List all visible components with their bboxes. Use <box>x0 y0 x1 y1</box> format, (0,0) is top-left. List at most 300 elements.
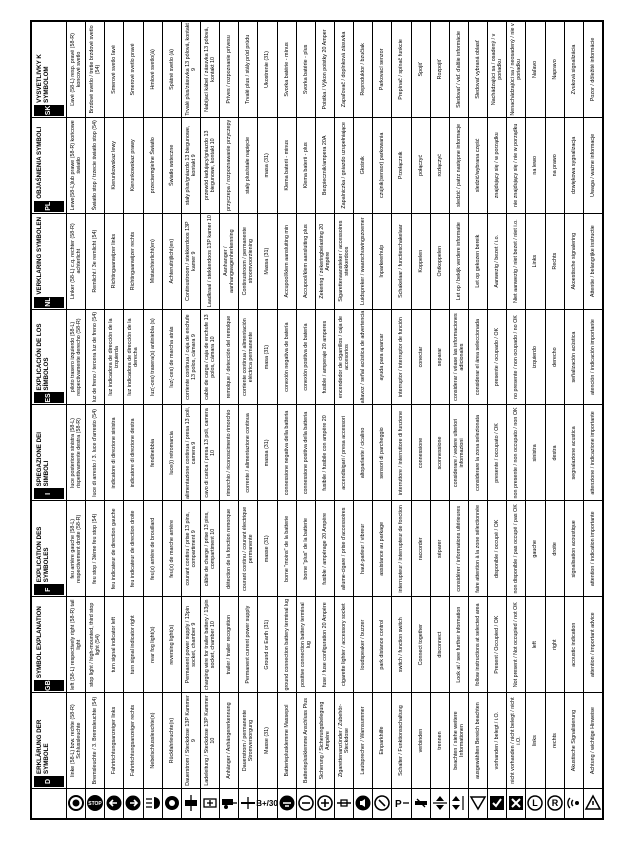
table-row <box>200 22 219 819</box>
table-cell: conexión negativa de batería <box>277 309 296 405</box>
svg-text:STOP: STOP <box>88 801 102 808</box>
table-cell: przyczepa / rozpoznawanie przyczepy <box>220 117 239 213</box>
table-cell: sensori di parcheggio <box>373 405 392 501</box>
table-cell: Príves / rozpoznanie prívesu <box>220 22 239 118</box>
language-flag: I <box>34 488 64 499</box>
table-row <box>430 22 449 819</box>
table-cell: acoustic indication <box>564 597 583 693</box>
table-cell: Continustroom / permanente stroomvoorziening <box>239 213 258 309</box>
symbol-cell <box>545 789 564 819</box>
table-cell: no presente / non ocupado / no OK <box>507 309 526 405</box>
table-cell: reversing light(s) <box>162 597 181 693</box>
table-cell: Kierunkowskaz lewy <box>105 117 124 213</box>
table-cell: na prawo <box>545 117 564 213</box>
svg-text:L: L <box>532 798 539 809</box>
table-row <box>334 22 353 819</box>
table-cell: Nabíjací kábel / zásuvka 13 pólová, kontakt 10 <box>200 22 219 118</box>
table-cell: Batterieplusklemme Anschluss Plus <box>296 693 315 789</box>
table-cell: feu(x) de marche arrière <box>162 501 181 597</box>
note-icon <box>450 789 468 818</box>
table-cell: corrente / alimentazione continua <box>239 405 258 501</box>
header-title: VYSVETLIVKY K SYMBOLOM <box>36 54 51 103</box>
table-cell: switch / function switch <box>392 597 411 693</box>
table-row <box>488 22 507 819</box>
symbol-cell <box>526 789 545 819</box>
table-cell: cavo di carica / presa 13 poli, camera 10 <box>200 405 219 501</box>
table-cell: masa (31) <box>258 117 277 213</box>
language-flag: ES <box>34 393 64 404</box>
table-row <box>354 22 373 819</box>
charging-line-icon <box>201 789 219 818</box>
table-cell: altoparlante / cicalino <box>354 405 373 501</box>
table-cell: Dauerstrom / permanente Stromversorgung <box>239 693 258 789</box>
svg-text:P: P <box>395 799 403 811</box>
table-cell: sledzić/wybrana część <box>468 117 487 213</box>
symbol-cell <box>564 789 583 819</box>
table-header-row <box>32 22 67 819</box>
table-cell: corriente continua / caja de enchufe 13 polos, cámara 9 <box>181 309 200 405</box>
table-cell: Kierunkowskaz prawy <box>124 117 143 213</box>
table-cell: przewód ładujący/gniazdo 13 biegunowe, kontakt 10 <box>200 117 219 213</box>
table-cell: borne "plus" de la batterie <box>296 501 315 597</box>
table-cell: destra <box>545 405 564 501</box>
table-cell: Smerové svetlo ľavé <box>105 22 124 118</box>
table-row <box>162 22 181 819</box>
symbol-cell <box>373 789 392 819</box>
table-cell: connessione negativa della batteria <box>277 405 296 501</box>
table-cell: ausgewählten Bereich beachten <box>468 693 487 789</box>
table-row <box>296 22 315 819</box>
symbol-cell <box>449 789 468 819</box>
symbol-cell <box>315 789 334 819</box>
table-cell: Ontkoppelen <box>430 213 449 309</box>
table-cell: Akoestische signalering <box>564 213 583 309</box>
table-cell: signalisation acoustique <box>564 501 583 597</box>
table-row <box>545 22 564 819</box>
warning-icon <box>584 789 602 818</box>
table-cell: nie znajdujący się / nie w porządku <box>507 117 526 213</box>
table-cell: Mistachterlicht(en) <box>143 213 162 309</box>
symbol-cell <box>430 789 449 819</box>
symbol-cell <box>258 789 277 819</box>
table-cell: Svorka batérie - mínus <box>277 22 296 118</box>
table-cell: luce posteriore sinistra (58-L) rispettivamente destra (58-R) <box>67 405 86 501</box>
table-cell: considerare la zona selezionata <box>468 405 487 501</box>
symbol-cell <box>488 789 507 819</box>
table-cell: presente / ocupado / OK <box>488 309 507 405</box>
table-cell: Linker (58-L) c.q. rechter (58-R) achterlicht <box>67 213 86 309</box>
battery-plus-icon <box>297 789 315 818</box>
table-cell: piloto trasero izquierdo (58-L) respectivamente derecho (58-R) <box>67 309 86 405</box>
table-cell: verbinden <box>411 693 430 789</box>
table-cell: feu indicateur de direction gauche <box>105 501 124 597</box>
table-cell: considerare / vedere ulteriori informazioni <box>449 405 468 501</box>
table-row <box>220 22 239 819</box>
table-cell: rozłączyć <box>430 117 449 213</box>
table-cell: stały plus/gniazdo 13 biegunowe, kontakt 9 <box>181 117 200 213</box>
table-cell: czujnik(sensor) parkowania <box>373 117 392 213</box>
table-cell: Sledovať / viď. ďalšie informácie <box>449 22 468 118</box>
table-cell: Achteruitrijlicht(en) <box>162 213 181 309</box>
table-cell: cigarette lighter / accessory socket <box>334 597 353 693</box>
table-cell: na lewo <box>526 117 545 213</box>
table-cell: Lautsprecher / Warnsummer <box>354 693 373 789</box>
table-cell: luz(-ces) de marcha atrás <box>162 309 181 405</box>
table-cell: loudspeaker / buzzer <box>354 597 373 693</box>
table-cell: follow instructions at selected area <box>468 597 487 693</box>
table-cell: Smerové svetlo pravé <box>124 22 143 118</box>
permanent-current-icon <box>239 789 257 818</box>
table-cell: Sigarettenaansteker / accessoires stekkerdoos <box>334 213 353 309</box>
table-cell: trailer / trailer recognition <box>220 597 239 693</box>
table-cell: Trvalé plus/zásuvka 13 pólová, kontakt 9 <box>181 22 200 118</box>
table-cell: Koppelen <box>411 213 430 309</box>
header-title: OBJAŚNIENIA SYMBOLI <box>36 126 43 199</box>
table-cell: left <box>526 597 545 693</box>
table-cell: linke (58-L) bzw. rechte (58-R) Schlussleuchte <box>67 693 86 789</box>
header-cell <box>32 22 67 118</box>
table-cell: positive connection battery terminal lug <box>296 597 315 693</box>
table-cell: fusible / amperaje 20 amperes <box>315 309 334 405</box>
symbol-cell <box>143 789 162 819</box>
table-cell: Ground or Earth (31) <box>258 597 277 693</box>
table-row <box>411 22 430 819</box>
table-cell: fusible / ampérage 20 Ampère <box>315 501 334 597</box>
table-cell: Schakelaar / functieschakelaar <box>392 213 411 309</box>
symbol-cell <box>296 789 315 819</box>
table-row <box>258 22 277 819</box>
table-cell: interrupteur / interrupteur de fonction <box>392 501 411 597</box>
table-cell: Ľavé (58-L) resp. pravé (58-R) koncové svetlo <box>67 22 86 118</box>
table-cell: Not present / Not occupied / not OK <box>507 597 526 693</box>
table-cell: considérer / informations ultérieures <box>449 501 468 597</box>
table-cell: connessione <box>411 405 430 501</box>
table-cell: attention / important advice <box>583 597 602 693</box>
connect-icon <box>412 789 430 818</box>
table-cell: Zekering / zekeringbelasting 20 Ampère <box>315 213 334 309</box>
table-row <box>86 22 105 819</box>
table-cell: Klema baterii - minus <box>277 117 296 213</box>
table-cell: Aanhanger / aanhangwagenherkenning <box>220 213 239 309</box>
header-cell <box>32 213 67 309</box>
table-cell: Sledovať vybraná oblasť <box>468 22 487 118</box>
table-cell: przeciwmgielne Światło <box>143 117 162 213</box>
table-cell: connessione positiva della batteria <box>296 405 315 501</box>
symbol-cell <box>468 789 487 819</box>
table-row <box>526 22 545 819</box>
turn-right-icon <box>124 789 142 818</box>
table-cell: allume-cigare / prise d'accessoires <box>334 501 353 597</box>
table-cell: Napravo <box>545 22 564 118</box>
ground-icon <box>278 789 296 818</box>
language-flag: SK <box>34 105 64 116</box>
table-cell: rechts <box>545 693 564 789</box>
table-cell: Dauerstrom / Steckdose 13P Kammer 9 <box>181 693 200 789</box>
table-cell: links <box>526 693 545 789</box>
table-cell: fusibile / fusibile con ampère 20 <box>315 405 334 501</box>
right-icon <box>546 789 564 818</box>
table-cell: vorhanden / belegt / i.O. <box>488 693 507 789</box>
table-cell: feu(x) arrière de brouillard <box>143 501 162 597</box>
table-cell: rimorchio / riconoscimento rimorchio <box>220 405 239 501</box>
table-cell: haut-parleur / vibreur <box>354 501 373 597</box>
table-cell: Permanent power supply / 13pin socket, chamber 9 <box>181 597 200 693</box>
table-cell: Massa (31) <box>258 213 277 309</box>
stop-icon <box>86 789 104 818</box>
table-cell: Present / Occupied / OK <box>488 597 507 693</box>
table-cell: presente / occupato / OK <box>488 405 507 501</box>
table-cell: połączyć <box>411 117 430 213</box>
table-cell: ground connection battery terminal lug <box>277 597 296 693</box>
table-cell: Bezpiecznik/ampera 20A <box>315 117 334 213</box>
symbol-cell <box>200 789 219 819</box>
table-cell: cable de carga / caja de enchufe 13 polos, cámara 10 <box>200 309 219 405</box>
table-cell: stop light / high-mounted, third stop light (54) <box>86 597 105 693</box>
table-cell: droite <box>545 501 564 597</box>
table-cell: Światło stop / trzecie światło stop (54) <box>86 117 105 213</box>
table-cell: accendisigari / presa accessori <box>334 405 353 501</box>
symbol-cell <box>392 789 411 819</box>
table-row <box>373 22 392 819</box>
table-cell: Fahrtrichtungsanzeiger rechts <box>124 693 143 789</box>
table-cell: Rechts <box>545 213 564 309</box>
table-cell: Klema baterii - plus <box>296 117 315 213</box>
symbol-cell <box>86 789 105 819</box>
symbol-cell <box>354 789 373 819</box>
table-cell: Permanent current power supply <box>239 597 258 693</box>
table-cell: Przełącznik <box>392 117 411 213</box>
table-cell: sledzić / patrz następne informacje <box>449 117 468 213</box>
table-cell: Parkovací senzor <box>373 22 392 118</box>
table-cell: turn signal indicator right <box>124 597 143 693</box>
table-cell: Laadkraal / stekkerdoos 13P kamer 10 <box>200 213 219 309</box>
table-cell: luce(i) retromarcia <box>162 405 181 501</box>
table-cell: considerar / véase las informaciones adicionales <box>449 309 468 405</box>
table-cell: Sicherung / Sicherungsbelegung Ampère <box>315 693 334 789</box>
table-cell: Let op gekozen bereik <box>468 213 487 309</box>
table-cell: Svorka batérie - plus <box>296 22 315 118</box>
header-cell <box>32 309 67 405</box>
table-row <box>181 22 200 819</box>
table-cell: Trvalé plus / stály prúd prúdu <box>239 22 258 118</box>
table-cell: alimentazione continua / presa 13 poli, camera 9 <box>181 405 200 501</box>
table-cell: derecho <box>545 309 564 405</box>
header-title: EXPLICATION DES SYMBOLES <box>36 526 51 583</box>
symbol-cell <box>105 789 124 819</box>
table-cell: courant continu / courant électrique permanente <box>239 501 258 597</box>
language-flag: F <box>34 584 64 595</box>
table-row <box>239 22 258 819</box>
cigarette-lighter-icon <box>335 789 353 818</box>
table-cell: disponible / occupé / OK <box>488 501 507 597</box>
park-distance-icon <box>373 789 391 818</box>
symbol-cell <box>67 789 86 819</box>
table-row <box>564 22 583 819</box>
permanent-supply-icon <box>182 789 200 818</box>
symbol-cell <box>239 789 258 819</box>
header-title: VERKLARING SYMBOLEN <box>36 216 43 295</box>
table-cell: Spojiť <box>411 22 430 118</box>
table-cell: Zvuková signalizácia <box>564 22 583 118</box>
table-cell: Nachádzajúci sa / osadený / v poriadku <box>488 22 507 118</box>
symbol-cell <box>181 789 200 819</box>
table-cell: Hmlové svetlo(á) <box>143 22 162 118</box>
table-cell: rear fog light(s) <box>143 597 162 693</box>
symbol-cell <box>507 789 526 819</box>
table-cell: sinistra <box>526 405 545 501</box>
check-icon <box>488 789 506 818</box>
header-cell <box>32 405 67 501</box>
table-cell: turn signal indicator left <box>105 597 124 693</box>
table-row <box>67 22 86 819</box>
table-cell: Ukostrenie (31) <box>258 22 277 118</box>
loudspeaker-icon <box>354 789 372 818</box>
table-cell: luz de freno / tercera luz de freno (54) <box>86 309 105 405</box>
table-cell: beachten / siehe weitere Informationen <box>449 693 468 789</box>
table-cell: masa (31) <box>258 309 277 405</box>
table-cell: Pozor / dôležité informácie <box>583 22 602 118</box>
table-cell: Akustische Signalisierung <box>564 693 583 789</box>
table-cell: Links <box>526 213 545 309</box>
language-flag: D <box>34 776 64 787</box>
table-cell: charging wire for trailer battery / 13pin socket, chamber 10 <box>200 597 219 693</box>
table-cell: faire attention à la zone sélectionnée <box>468 501 487 597</box>
symbol-cell <box>124 789 143 819</box>
left-icon <box>526 789 544 818</box>
table-cell: remolque / detección del remolque <box>220 309 239 405</box>
table-cell: separar <box>430 309 449 405</box>
table-cell: Look at / see further information <box>449 597 468 693</box>
table-cell: sconnessione <box>430 405 449 501</box>
brake-light-icon <box>67 789 85 818</box>
table-cell: Spätné svetlo (á) <box>162 22 181 118</box>
table-cell: conexión positiva de batería <box>296 309 315 405</box>
symbol-table <box>31 21 603 819</box>
table-cell: considerar el área seleccionada <box>468 309 487 405</box>
table-cell: interruttore / interruttore di funzione <box>392 405 411 501</box>
table-cell: park distance control <box>373 597 392 693</box>
trailer-detection-icon <box>220 789 238 818</box>
language-flag: GB <box>34 680 64 691</box>
table-cell: Inparkeerhulp <box>373 213 392 309</box>
header-title: SYMBOL EXPLANATION <box>36 606 43 679</box>
table-cell: Zapaľovač / doplnková zásuvka <box>334 22 353 118</box>
table-cell: Rozpojiť <box>430 22 449 118</box>
table-cell: raccorder <box>411 501 430 597</box>
table-cell: Rückfahrleuchte(n) <box>162 693 181 789</box>
table-cell: Accupool/klem aansluiting min <box>277 213 296 309</box>
table-cell: luz(-ces) trasera(s) antiniebla (s) <box>143 309 162 405</box>
table-cell: Aanwezig / bezet / i.o. <box>488 213 507 309</box>
table-cell: Uwaga / ważne informacje <box>583 117 602 213</box>
table-row <box>124 22 143 819</box>
header-cell <box>32 597 67 693</box>
svg-text:B+/30: B+/30 <box>256 799 279 809</box>
reversing-light-icon <box>163 789 181 818</box>
table-cell: Zapalniczka / gniazdo uzupełniające <box>334 117 353 213</box>
table-cell: Niet aanwezig / niet bezet / niet i.o. <box>507 213 526 309</box>
header-symbol-cell <box>32 789 67 819</box>
table-cell: dzwiękowa sygnalizacja <box>564 117 583 213</box>
symbol-cell <box>220 789 239 819</box>
table-cell: massa (31) <box>258 405 277 501</box>
table-cell: znajdujący się / w porządku <box>488 117 507 213</box>
header-cell <box>32 501 67 597</box>
b-plus-30-icon <box>256 789 279 818</box>
header-title: EXPLICACIÓN DE LOS SÍMBOLOS <box>36 323 51 391</box>
table-cell: Let op / bekijk verdere informatie <box>449 213 468 309</box>
table-cell: masse (31) <box>258 501 277 597</box>
table-row <box>468 22 487 819</box>
table-cell: altavoz / señal acústica de advertencia <box>354 309 373 405</box>
table-row <box>105 22 124 819</box>
table-cell: Accupool/klem aansluiting plus <box>296 213 315 309</box>
table-cell: luz indicadora de dirección de la derecha <box>124 309 143 405</box>
symbol-cell <box>277 789 296 819</box>
table-cell: indicatore di direzione sinistra <box>105 405 124 501</box>
table-cell: séparer <box>430 501 449 597</box>
disconnect-icon <box>431 789 449 818</box>
table-row <box>507 22 526 819</box>
table-cell: Reproduktor / bzučiak <box>354 22 373 118</box>
language-flag: NL <box>34 297 64 308</box>
table-cell: Brzdové svetlo / tretie brzdové svetlo (54) <box>86 22 105 118</box>
table-cell: stały plus/stałe napięcie <box>239 117 258 213</box>
table-row <box>583 22 602 819</box>
table-cell: fendinebbia <box>143 405 162 501</box>
table-cell: Masse (31) <box>258 693 277 789</box>
table-cell: Einparkhilfe <box>373 693 392 789</box>
language-flag: PL <box>34 201 64 212</box>
cross-icon <box>507 789 525 818</box>
table-cell: Bremsleuchte / 3. Bremsleuchte (54) <box>86 693 105 789</box>
symbol-cell <box>411 789 430 819</box>
table-cell: fuse / fuse configuration 20 Ampère <box>315 597 334 693</box>
table-cell: encendedor de cigarrillos / caja de accesorios <box>334 309 353 405</box>
table-cell: indicatore di direzione destra <box>124 405 143 501</box>
header-cell <box>32 117 67 213</box>
table-cell: courant continu / prise 13 pins, compartiment 9 <box>181 501 200 597</box>
table-cell: Lewe(58-L)lub prawe (58-R) końcowe światło <box>67 117 86 213</box>
table-cell: feu indicateur de direction droite <box>124 501 143 597</box>
symbol-table-rotated <box>30 20 604 820</box>
table-cell: Głośnik <box>354 117 373 213</box>
table-cell: Anhänger / Anhängererkennung <box>220 693 239 789</box>
table-cell: feu stop / 3ième feu stop (54) <box>86 501 105 597</box>
table-cell: trennen <box>430 693 449 789</box>
table-cell: corriente continua / alimentación eléctrica permanente <box>239 309 258 405</box>
table-cell: izquierdo <box>526 309 545 405</box>
table-cell: Nenachádzajúci sa / neosadený / nie v poriadku <box>507 22 526 118</box>
rear-fog-icon <box>144 789 162 818</box>
header-title: ERKLÄRUNG DER SYMBOLE <box>36 719 51 774</box>
table-row <box>392 22 411 819</box>
table-cell: attenzione / indicazione importante <box>583 405 602 501</box>
table-cell: borne "moins" de la batterie <box>277 501 296 597</box>
symbol-cell <box>334 789 353 819</box>
table-cell: feu arrière gauche (58-L) respectivement droite (58-R) <box>67 501 86 597</box>
table-cell: interruptor / interruptor de función <box>392 309 411 405</box>
table-cell: gauche <box>526 501 545 597</box>
table-cell: disconnect <box>430 597 449 693</box>
switch-icon <box>392 789 410 818</box>
table-cell: Poistka / Výkon poistky 20 Amper <box>315 22 334 118</box>
svg-text:R: R <box>551 798 558 809</box>
acoustic-signal-icon <box>565 789 583 818</box>
table-cell: Attentie / belangrijke instructie <box>583 213 602 309</box>
table-cell: détection de la fonction remorque <box>220 501 239 597</box>
select-range-icon <box>469 789 487 818</box>
